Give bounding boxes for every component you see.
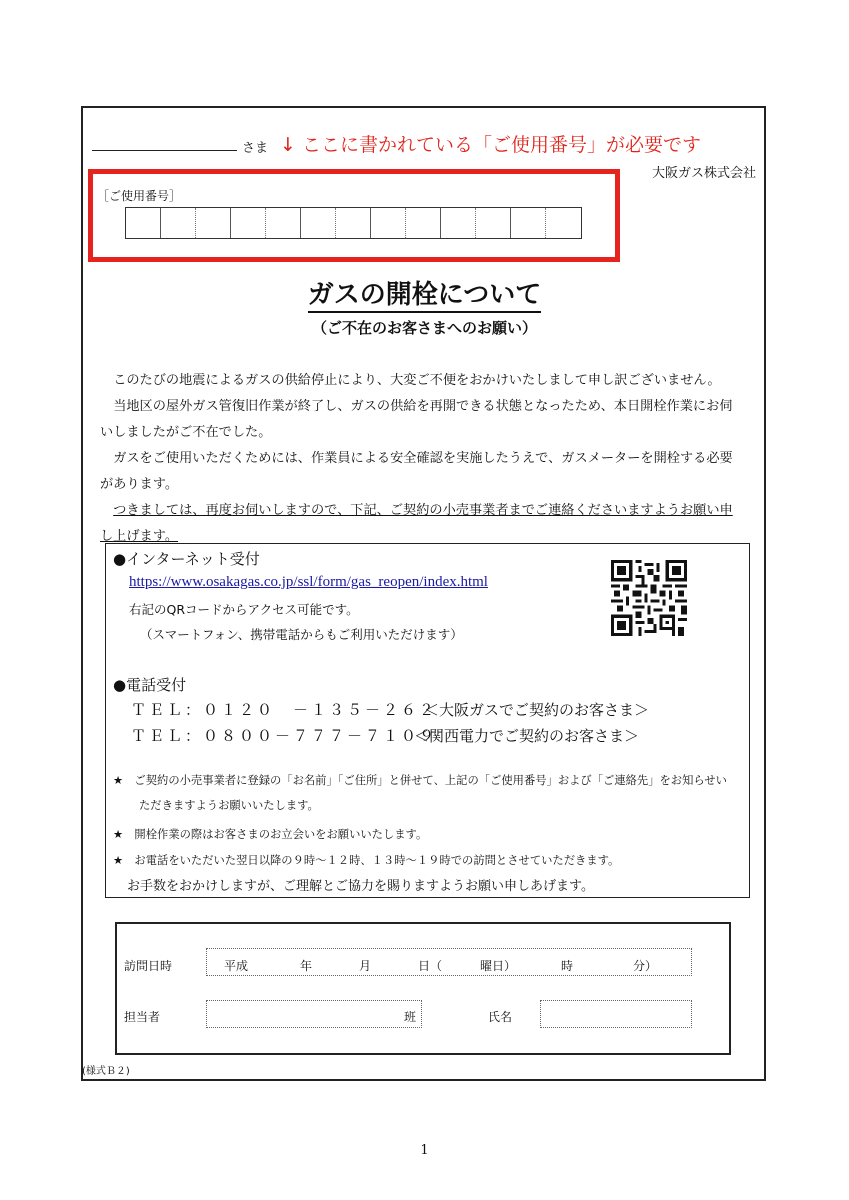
visit-year-label: 年 xyxy=(300,959,313,973)
usage-number-annotation: ↓ ここに書かれている「ご使用番号」が必要です xyxy=(280,134,701,156)
visit-hour-label: 時 xyxy=(561,959,574,973)
device-note: （スマートフォン、携帯電話からもご利用いただけます） xyxy=(140,627,463,642)
usage-number-cell xyxy=(196,208,231,238)
usage-number-grid xyxy=(125,207,582,239)
paragraph-4: つきましては、再度お伺いしますので、下記、ご契約の小売事業者までご連絡くださいますようお願い申し上げます。 xyxy=(100,503,733,544)
form-code: (様式Ｂ２) xyxy=(82,1066,130,1077)
page-title: ガスの開栓について xyxy=(0,274,849,311)
note-3: ★ お電話をいただいた翌日以降の９時～１２時、１３時～１９時での訪問とさせていただきます。 xyxy=(113,854,620,867)
visit-date-field[interactable] xyxy=(206,948,692,976)
visit-day-label: 日（ xyxy=(418,959,443,973)
paragraph-2: 当地区の屋外ガス管復旧作業が終了し、ガスの供給を再開できる状態となったため、本日開栓作業にお伺いしましたがご不在でした。 xyxy=(100,399,733,440)
usage-number-cell xyxy=(476,208,511,238)
body-text xyxy=(100,368,745,550)
usage-number-cell xyxy=(231,208,266,238)
phone-target-kansai-electric: ＜関西電力でご契約のお客さま＞ xyxy=(414,727,640,745)
visit-record-box xyxy=(115,922,731,1055)
staff-team-field[interactable] xyxy=(206,1000,422,1028)
page-subtitle: （ご不在のお客さまへのお願い） xyxy=(311,319,537,337)
visit-weekday-label: 曜日） xyxy=(480,959,517,973)
visit-month-label: 月 xyxy=(359,959,372,973)
phone-target-osaka-gas: ＜大阪ガスでご契約のお客さま＞ xyxy=(424,701,650,719)
usage-number-label: ［ご使用番号］ xyxy=(97,189,182,203)
staff-name-label: 氏名 xyxy=(488,1010,513,1024)
usage-number-cell xyxy=(301,208,336,238)
usage-number-cell xyxy=(441,208,476,238)
usage-number-cell xyxy=(371,208,406,238)
visit-date-label: 訪問日時 xyxy=(124,959,173,973)
page-number: 1 xyxy=(420,1143,429,1158)
note-2: ★ 開栓作業の際はお客さまのお立会いをお願いいたします。 xyxy=(113,828,428,841)
company-name: 大阪ガス株式会社 xyxy=(652,166,757,181)
paragraph-3: ガスをご使用いただくためには、作業員による安全確認を実施したうえで、ガスメーターを開栓する必要があります。 xyxy=(100,451,733,492)
qr-note: 右記のQRコードからアクセス可能です。 xyxy=(129,602,359,617)
usage-number-cell xyxy=(126,208,161,238)
usage-number-cell xyxy=(161,208,196,238)
qr-code-icon[interactable] xyxy=(611,560,687,636)
recipient-suffix: さま xyxy=(242,141,269,156)
recipient-name-line xyxy=(92,150,237,151)
paragraph-1: このたびの地震によるガスの供給停止により、大変ご不便をおかけいたしまして申し訳ございません。 xyxy=(113,373,721,388)
usage-number-cell xyxy=(546,208,581,238)
reopen-form-link[interactable]: https://www.osakagas.co.jp/ssl/form/gas_reopen/index.html xyxy=(129,574,488,590)
closing-note: お手数をおかけしますが、ご理解とご協力を賜りますようお願い申しあげます。 xyxy=(127,879,594,894)
team-label: 班 xyxy=(404,1010,417,1024)
staff-label: 担当者 xyxy=(124,1010,161,1024)
phone-heading: ●電話受付 xyxy=(113,676,187,694)
phone-number-osaka-gas[interactable]: ＴＥＬ：０１２０ －１３５－２６２ xyxy=(131,701,438,719)
phone-number-kansai-electric[interactable]: ＴＥＬ：０８００－７７７－７１０９ xyxy=(131,727,438,745)
note-1-line-1: ★ ご契約の小売事業者に登録の「お名前」「ご住所」と併せて、上記の「ご使用番号」および「ご連絡先」をお知らせい xyxy=(113,774,727,787)
usage-number-cell xyxy=(336,208,371,238)
usage-number-cell xyxy=(266,208,301,238)
usage-number-cell xyxy=(511,208,546,238)
usage-number-cell xyxy=(406,208,441,238)
visit-minute-label: 分） xyxy=(633,959,658,973)
note-1-line-2: ただきますようお願いいたします。 xyxy=(139,799,319,812)
staff-name-field[interactable] xyxy=(540,1000,692,1028)
internet-heading: ●インターネット受付 xyxy=(113,550,260,568)
visit-era: 平成 xyxy=(224,959,249,973)
